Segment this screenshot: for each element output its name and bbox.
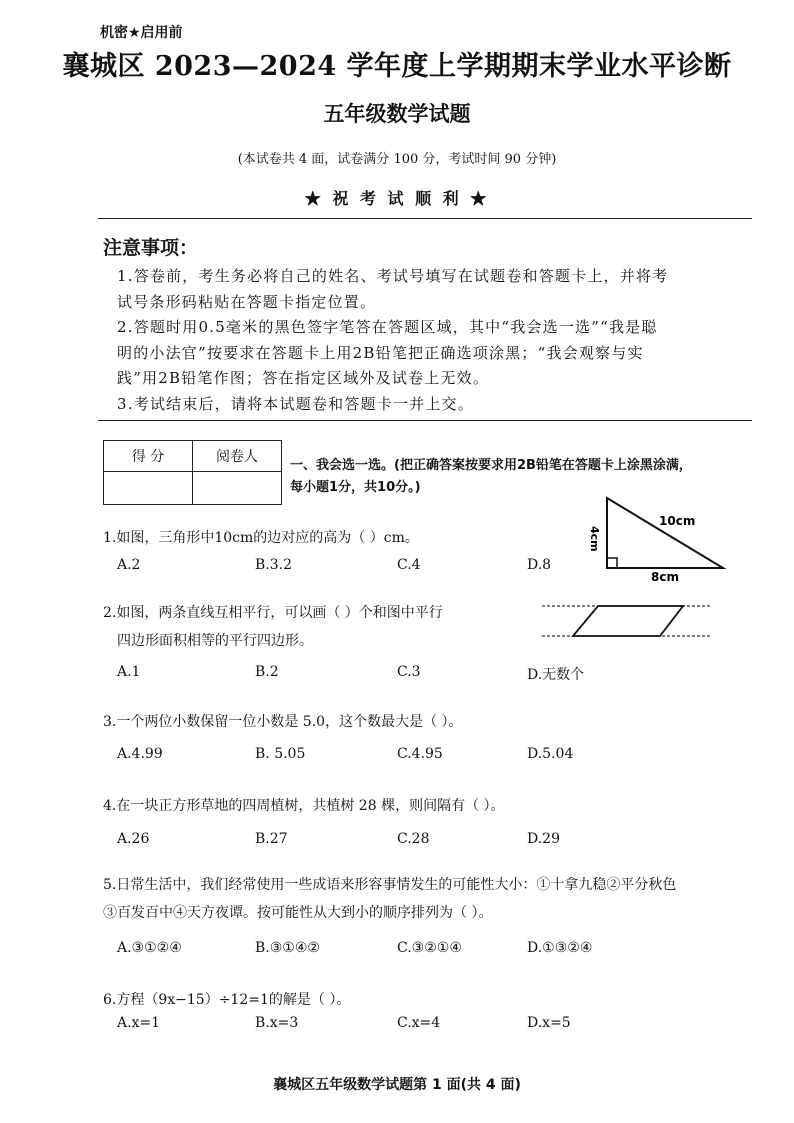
- notice-title: 注意事项：: [103, 237, 199, 259]
- option-b: B.27: [255, 831, 288, 847]
- option-c: C.28: [397, 831, 430, 847]
- option-d: D.无数个: [527, 667, 585, 683]
- notice-line: 明的小法官”按要求在答题卡上用2B铅笔把正确选项涂黑；“我会观察与实: [117, 344, 644, 362]
- option-b: B.3.2: [255, 557, 293, 573]
- option-a: A.x=1: [117, 1015, 161, 1031]
- option-c: C.4.95: [397, 746, 443, 762]
- question-1-stem: 1.如图，三角形中10cm的边对应的高为（ ）cm。: [103, 530, 419, 546]
- option-a: A.1: [117, 664, 141, 680]
- question-3-stem: 3.一个两位小数保留一位小数是 5.0，这个数最大是（ ）。: [103, 714, 463, 730]
- question-2-stem-cont: 四边形面积相等的平行四边形。: [117, 633, 313, 649]
- option-b: B.2: [255, 664, 279, 680]
- parallelogram-figure: [540, 598, 715, 644]
- page-footer: 襄城区五年级数学试题第 1 面(共 4 面): [273, 1077, 521, 1093]
- question-2-stem: 2.如图，两条直线互相平行，可以画（ ）个和图中平行: [103, 605, 443, 621]
- notice-line: 1.答卷前，考生务必将自己的姓名、考试号填写在试题卷和答题卡上，并将考: [117, 267, 669, 285]
- notice-line: 试号条形码粘贴在答题卡指定位置。: [117, 293, 377, 311]
- option-c: C.4: [397, 557, 421, 573]
- option-d: D.8: [527, 557, 552, 573]
- score-header: 得 分: [104, 441, 193, 472]
- option-b: B.x=3: [255, 1015, 299, 1031]
- option-a: A.26: [117, 831, 150, 847]
- option-b: B.③①④②: [255, 940, 320, 956]
- divider-notice: [98, 420, 752, 421]
- question-5-stem: 5.日常生活中，我们经常使用一些成语来形容事情发生的可能性大小：①十拿九稳②平分秋色: [103, 877, 677, 893]
- grader-header: 阅卷人: [193, 441, 282, 472]
- exam-title: 襄城区 2023—2024 学年度上学期期末学业水平诊断: [62, 51, 732, 82]
- notice-line: 3.考试结束后，请将本试题卷和答题卡一并上交。: [117, 395, 474, 413]
- question-6-stem: 6.方程（9x−15）÷12=1的解是（ ）。: [103, 992, 351, 1008]
- triangle-base-label: 8cm: [651, 570, 679, 584]
- notice-line: 2.答题时用0.5毫米的黑色签字笔答在答题区域，其中“我会选一选”“我是聪: [117, 318, 658, 336]
- option-a: A.4.99: [117, 746, 163, 762]
- option-c: C.x=4: [397, 1015, 441, 1031]
- option-d: D.29: [527, 831, 560, 847]
- confidential-label: 机密★启用前: [100, 25, 183, 41]
- option-a: A.③①②④: [117, 940, 182, 956]
- question-5-stem-cont: ③百发百中④天方夜谭。按可能性从大到小的顺序排列为（ ）。: [103, 905, 493, 921]
- good-luck-banner: ★ 祝 考 试 顺 利 ★: [304, 189, 490, 208]
- exam-info: (本试卷共 4 面，试卷满分 100 分，考试时间 90 分钟): [237, 152, 557, 167]
- score-table: [103, 440, 282, 505]
- notice-line: 践”用2B铅笔作图；答在指定区域外及试卷上无效。: [117, 369, 490, 387]
- option-c: C.3: [397, 664, 421, 680]
- triangle-hypotenuse-label: 10cm: [659, 514, 696, 528]
- section-heading-line: 每小题1分，共10分。): [290, 480, 421, 495]
- option-d: D.①③②④: [527, 940, 593, 956]
- option-a: A.2: [117, 557, 141, 573]
- exam-subtitle: 五年级数学试题: [323, 102, 471, 126]
- option-d: D.5.04: [527, 746, 574, 762]
- option-c: C.③②①④: [397, 940, 462, 956]
- triangle-side-label: 4cm: [588, 526, 601, 552]
- question-4-stem: 4.在一块正方形草地的四周植树，共植树 28 棵，则间隔有（ ）。: [103, 798, 505, 814]
- grader-cell: [193, 472, 282, 505]
- section-heading-line: 一、我会选一选。(把正确答案按要求用2B铅笔在答题卡上涂黑涂满，: [290, 458, 692, 473]
- score-cell: [104, 472, 193, 505]
- option-d: D.x=5: [527, 1015, 571, 1031]
- triangle-figure: [585, 490, 735, 585]
- divider-top: [98, 218, 752, 219]
- option-b: B. 5.05: [255, 746, 306, 762]
